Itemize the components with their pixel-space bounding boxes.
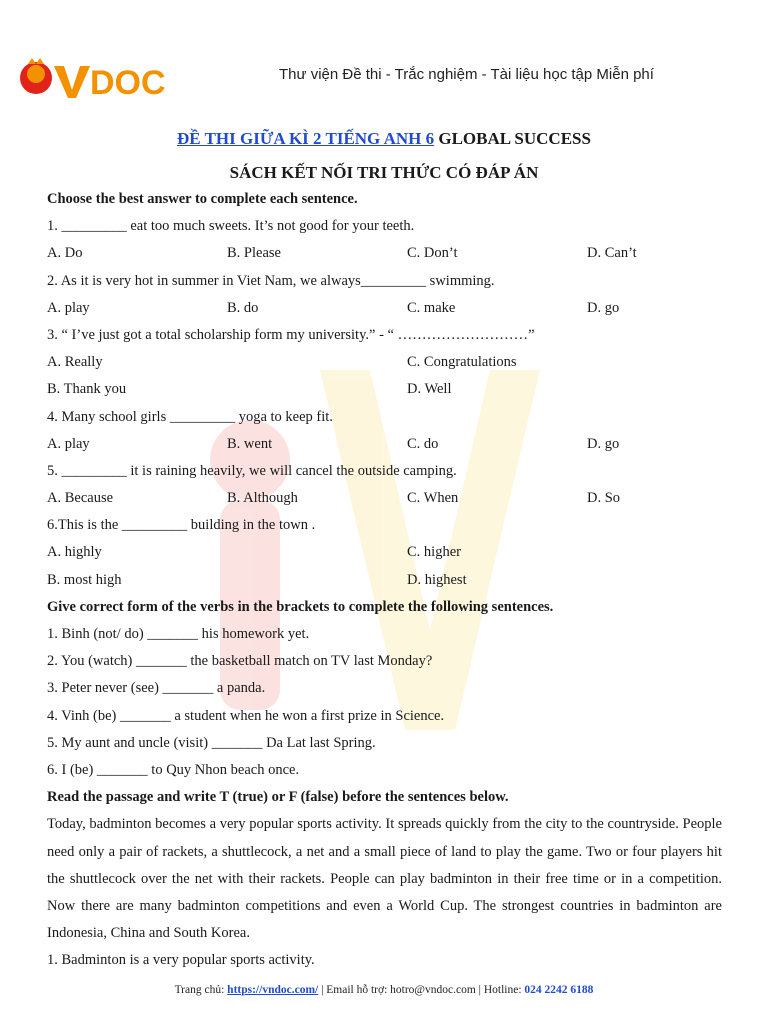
option-d: D. go (587, 435, 620, 452)
title-link[interactable]: ĐỀ THI GIỮA KÌ 2 TIẾNG ANH 6 (177, 129, 435, 148)
option-d: D. go (587, 299, 620, 316)
page-footer (0, 984, 768, 996)
question-6: 6.This is the _________ building in the town . (47, 517, 316, 534)
question-5: 5. _________ it is raining heavily, we will cancel the outside camping. (47, 462, 457, 479)
vndoc-logo[interactable] (16, 56, 186, 100)
option-c: C. When (407, 490, 459, 507)
option-d: D. highest (407, 571, 467, 588)
page-header (0, 0, 768, 110)
footer-support: | Email hỗ trợ: hotro@vndoc.com | Hotline: (318, 984, 525, 996)
option-b: B. went (227, 435, 273, 452)
option-a: A. play (47, 435, 90, 452)
verb-item-4: 4. Vinh (be) _______ a student when he won a first prize in Science. (47, 707, 445, 724)
option-b: B. do (227, 299, 259, 316)
question-4: 4. Many school girls _________ yoga to keep fit. (47, 408, 333, 425)
title-line-1 (0, 122, 768, 156)
question-2-options (47, 295, 722, 322)
statement-1: 1. Badminton is a very popular sports activity. (47, 952, 315, 969)
question-4-options (47, 431, 722, 458)
option-a: A. highly (47, 544, 102, 561)
section2-instruction: Give correct form of the verbs in the brackets to complete the following sentences. (47, 598, 554, 615)
option-c: C. Don’t (407, 245, 458, 262)
question-2: 2. As it is very hot in summer in Viet Nam, we always_________ swimming. (47, 272, 495, 289)
option-a: A. play (47, 299, 90, 316)
option-b: B. Thank you (47, 381, 127, 398)
footer-hotline: 024 2242 6188 (524, 984, 594, 996)
document-body (47, 186, 722, 975)
option-b: B. Please (227, 245, 281, 262)
site-tagline: Thư viện Đề thi - Trắc nghiệm - Tài liệu học tập Miễn phí (279, 66, 654, 83)
option-a: A. Really (47, 354, 103, 371)
title-line-2: SÁCH KẾT NỐI TRI THỨC CÓ ĐÁP ÁN (229, 163, 539, 182)
option-c: C. higher (407, 544, 461, 561)
verb-item-3: 3. Peter never (see) _______ a panda. (47, 680, 266, 697)
footer-home-label: Trang chủ: (174, 984, 228, 996)
option-d: D. So (587, 490, 621, 507)
question-5-options (47, 485, 722, 512)
question-6-options-row2 (47, 567, 722, 594)
verb-item-5: 5. My aunt and uncle (visit) _______ Da Lat last Spring. (47, 734, 376, 751)
title-suffix: GLOBAL SUCCESS (434, 129, 591, 148)
section1-instruction: Choose the best answer to complete each sentence. (47, 191, 358, 207)
question-3-options-row1 (47, 349, 722, 376)
question-3: 3. “ I’ve just got a total scholarship form my university.” - “ ………………………” (47, 326, 535, 343)
option-c: C. do (407, 435, 439, 452)
verb-item-2: 2. You (watch) _______ the basketball match on TV last Monday? (47, 653, 433, 670)
verb-item-6: 6. I (be) _______ to Quy Nhon beach once. (47, 761, 300, 778)
option-d: D. Well (407, 381, 452, 398)
option-c: C. make (407, 299, 456, 316)
option-d: D. Can’t (587, 245, 637, 262)
verb-item-1: 1. Binh (not/ do) _______ his homework yet. (47, 626, 310, 642)
question-1-options (47, 240, 722, 267)
option-c: C. Congratulations (407, 354, 517, 371)
footer-home-link[interactable]: https://vndoc.com/ (227, 984, 319, 996)
reading-passage: Today, badminton becomes a very popular sports activity. It spreads quickly from the city to the countryside. People need only a pair of rackets, a shuttlecock, a net and a small piece of land to play the game. Two or four players hit the shuttlecock over the net with their rackets. People can play badminton in their free time or in a competition. Now there are many badminton competitions and even a World Cup. The strongest countries in badminton are Indonesia, China and South Korea. (47, 816, 722, 942)
question-3-options-row2 (47, 376, 722, 403)
option-a: A. Do (47, 245, 83, 262)
option-b: B. Although (227, 490, 298, 507)
question-6-options-row1 (47, 539, 722, 566)
svg-text:DOC: DOC (90, 64, 166, 100)
question-1: 1. _________ eat too much sweets. It’s not good for your teeth. (47, 218, 415, 235)
option-a: A. Because (47, 490, 114, 507)
document-title (0, 122, 768, 190)
section3-instruction: Read the passage and write T (true) or F (false) before the sentences below. (47, 789, 509, 806)
option-b: B. most high (47, 571, 122, 588)
